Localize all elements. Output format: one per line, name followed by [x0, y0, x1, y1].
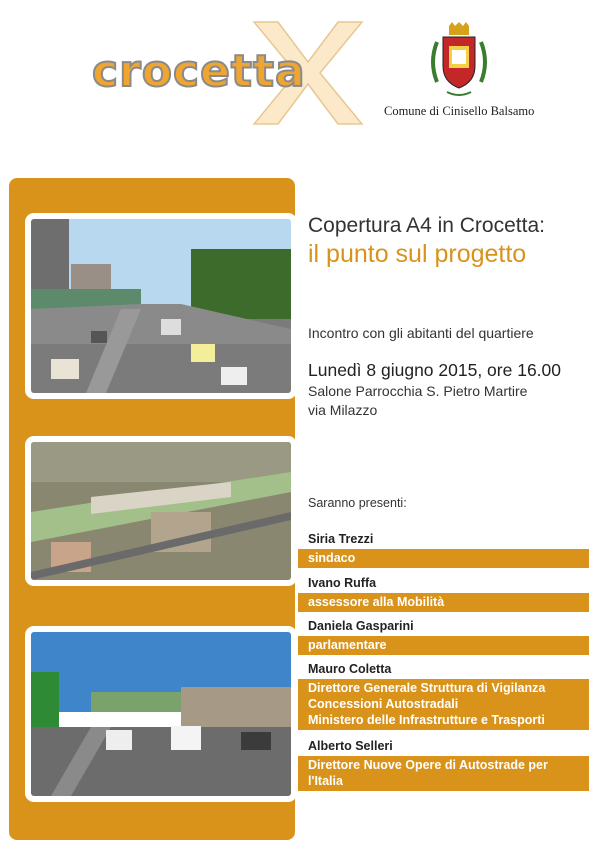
speaker-name: Ivano Ruffa — [308, 576, 377, 590]
event-intro: Incontro con gli abitanti del quartiere — [308, 325, 534, 341]
speaker-role-line: assessore alla Mobilità — [308, 595, 445, 609]
speaker-role-line: Concessioni Autostradali — [308, 697, 459, 711]
speaker-role-line: parlamentare — [308, 638, 387, 652]
event-venue: Salone Parrocchia S. Pietro Martire — [308, 383, 528, 399]
speaker-role-line: l'Italia — [308, 774, 343, 788]
speaker-role-line: Direttore Nuove Opere di Autostrade per — [308, 758, 548, 772]
event-street: via Milazzo — [308, 402, 378, 418]
speaker-role — [298, 756, 589, 791]
aerial-photo — [25, 436, 297, 586]
speaker-role — [298, 636, 589, 655]
highway-photo — [25, 213, 297, 399]
event-title: Copertura A4 in Crocetta: — [308, 214, 545, 237]
logo-text: crocetta — [92, 46, 306, 97]
photo-sidebar — [9, 178, 295, 840]
coat-of-arms-icon — [427, 22, 491, 98]
speaker-name: Mauro Coletta — [308, 662, 392, 676]
speaker-name: Daniela Gasparini — [308, 619, 414, 633]
speaker-role-line: Ministero delle Infrastrutture e Trasporti — [308, 713, 545, 727]
speakers-heading: Saranno presenti: — [308, 496, 407, 510]
speaker-name: Alberto Selleri — [308, 739, 393, 753]
highway-rendering-photo — [25, 626, 297, 802]
event-date: Lunedì 8 giugno 2015, ore 16.00 — [308, 360, 561, 380]
municipality-name: Comune di Cinisello Balsamo — [384, 104, 535, 118]
speaker-role — [298, 679, 589, 730]
speaker-role — [298, 549, 589, 568]
speaker-role-line: sindaco — [308, 551, 356, 565]
event-subtitle: il punto sul progetto — [308, 240, 527, 268]
speaker-role-line: Direttore Generale Struttura di Vigilanza — [308, 681, 546, 695]
event-place — [308, 382, 527, 420]
speaker-role — [298, 593, 589, 612]
speaker-name: Siria Trezzi — [308, 532, 374, 546]
